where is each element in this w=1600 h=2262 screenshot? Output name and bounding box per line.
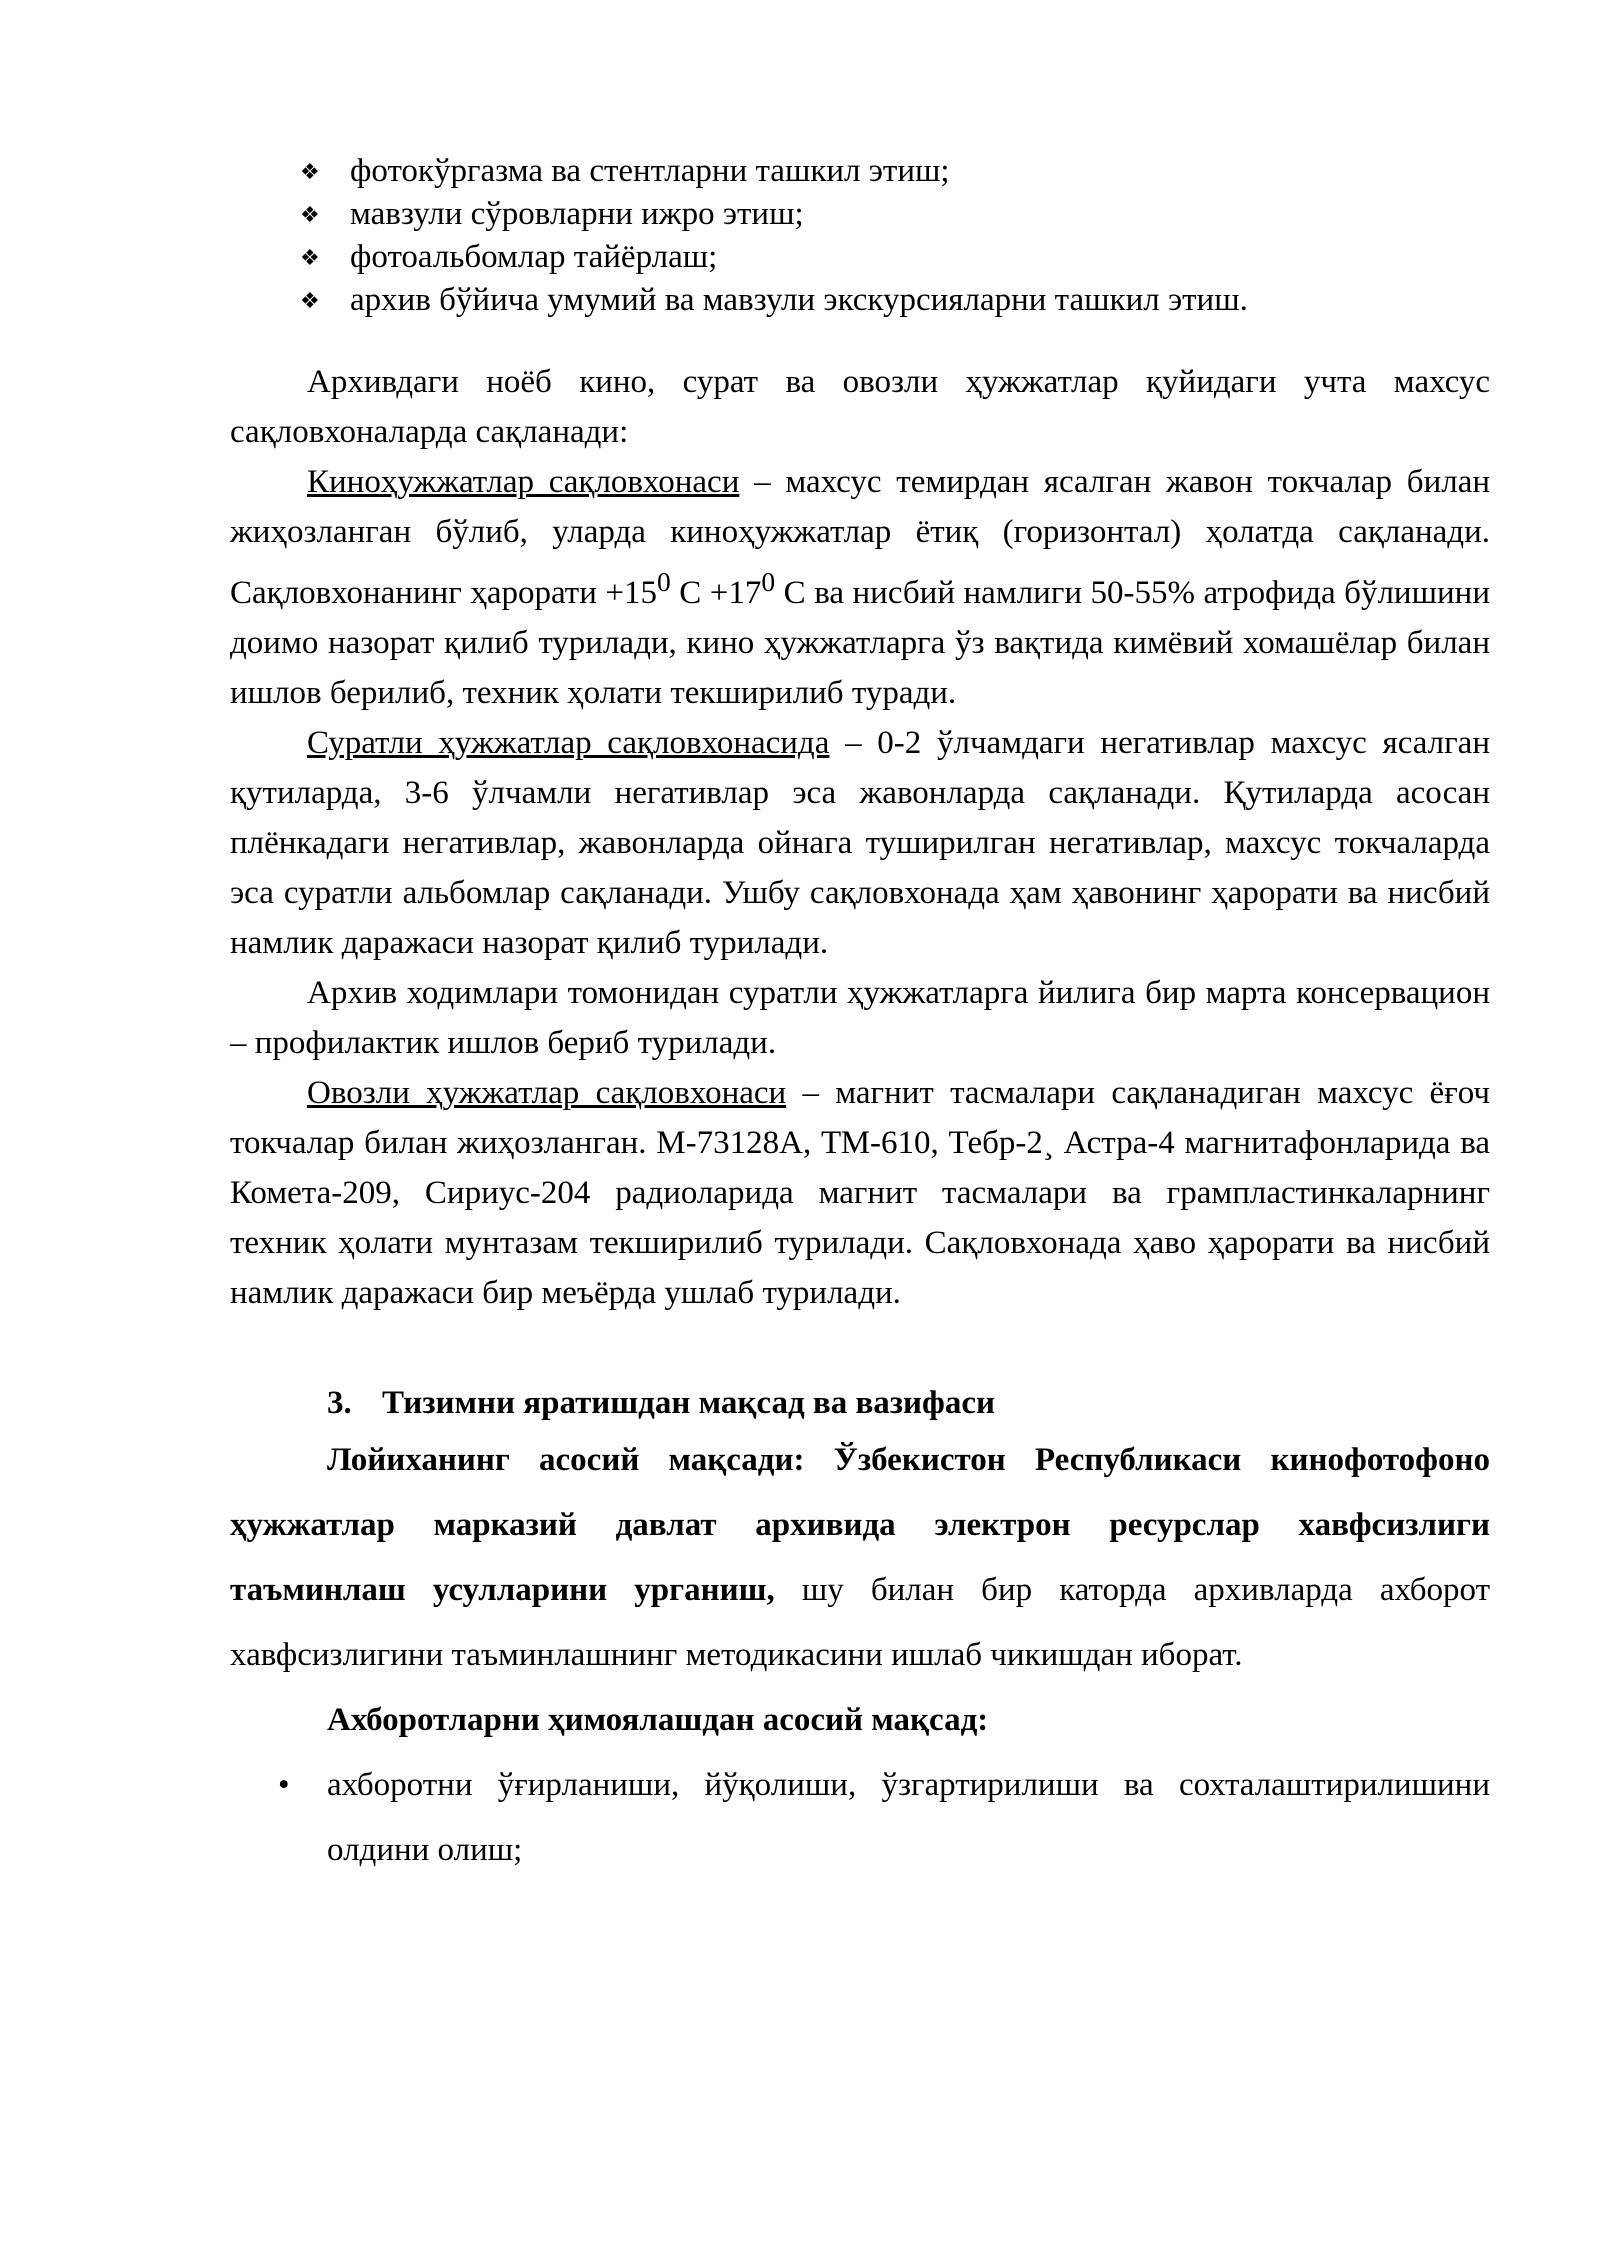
kino-storage-title: Киноҳужжатлар сақловхонаси <box>307 464 740 500</box>
diamond-bullet-icon: ❖ <box>300 202 320 227</box>
photo-storage-paragraph: Суратли ҳужжатлар сақловхонасида – 0-2 ўлчамдаги негативлар махсус ясалган қутиларда, 3-6 ўлчамли негативлар эса жавонларда сақланади. Қутиларда асосан плёнкадаги негативлар, жавонларда ойнага туширилган негативлар, махсус токчаларда эса суратли альбомлар сақланади. Ушбу сақловхонада ҳам ҳавонинг ҳарорати ва нисбий намлик даражаси назорат қилиб турилади. <box>230 725 1490 961</box>
list-item: ❖ мавзули сўровларни ижро этиш; <box>230 193 1490 236</box>
list-item: ❖ архив бўйича умумий ва мавзули экскурсияларни ташкил этиш. <box>230 279 1490 322</box>
section-number: 3. <box>327 1385 352 1421</box>
audio-storage-paragraph: Овозли ҳужжатлар сақловхонаси – магнит тасмалари сақланадиган махсус ёғоч токчалар билан жиҳозланган. М-73128А, ТМ-610, Тебр-2¸ Астра-4 магнитафонларида ва Комета-209, Сириус-204 радиоларида магнит тасмалари ва грампластинкаларнинг техник ҳолати мунтазам текширилиб турилади. Сақловхонада ҳаво ҳарорати ва нисбий намлик даражаси бир меъёрда ушлаб турилади. <box>230 1075 1490 1311</box>
kino-storage-paragraph: Киноҳужжатлар сақловхонаси – махсус темирдан ясалган жавон токчалар билан жиҳозланган бўлиб, уларда киноҳужжатлар ётиқ (горизонтал) ҳолатда сақланади. Сақловхонанинг ҳарорати $+15^0$ $С +17^0$ С ва нисбий намлиги 50-55% атрофида бўлишини доимо назорат қилиб турилади, кино ҳужжатларга ўз вақтида кимёвий хомашёлар билан ишлов берилиб, техник ҳолати текширилиб туради. <box>230 464 1491 711</box>
bullet-list-protection <box>230 1753 1490 1883</box>
list-item: ❖ фотоальбомлар тайёрлаш; <box>230 236 1490 279</box>
bullet-list-activities <box>230 150 1490 322</box>
photo-storage-title: Суратли ҳужжатлар сақловхонасида <box>307 725 830 761</box>
protection-subheading: Ахборотларни ҳимоялашдан асосий мақсад: <box>327 1702 989 1738</box>
section-title: Тизимни яратишдан мақсад ва вазифаси <box>382 1385 996 1421</box>
section-heading <box>230 1378 1490 1428</box>
intro-paragraph: Архивдаги ноёб кино, сурат ва овозли ҳужжатлар қуйидаги учта махсус сақловхоналарда сақланади: <box>230 364 1490 450</box>
list-item: • ахборотни ўғирланиши, йўқолиши, ўзгартирилиши ва сохталаштирилишини олдини олиш; <box>230 1753 1490 1883</box>
diamond-bullet-icon: ❖ <box>300 288 320 313</box>
audio-storage-title: Овозли ҳужжатлар сақловхонаси <box>307 1075 787 1111</box>
list-item: ❖ фотокўргазма ва стентларни ташкил этиш; <box>230 150 1490 193</box>
staff-paragraph: Архив ходимлари томонидан суратли ҳужжатларга йилига бир марта консервацион – профилактик ишлов бериб турилади. <box>230 975 1490 1061</box>
diamond-bullet-icon: ❖ <box>300 159 320 184</box>
dot-bullet-icon: • <box>278 1767 290 1803</box>
goal-bold-text: Лойиханинг асосий мақсади: Ўзбекистон Республикаси кинофотофоно ҳужжатлар марказий давлат архивида электрон ресурслар хавфсизлиги таъминлаш усулларини урганиш, <box>230 1442 1490 1608</box>
diamond-bullet-icon: ❖ <box>300 245 320 270</box>
document-body <box>230 150 1490 1883</box>
goal-paragraph: Лойиханинг асосий мақсади: Ўзбекистон Республикаси кинофотофоно ҳужжатлар марказий давлат архивида электрон ресурслар хавфсизлиги таъминлаш усулларини урганиш, шу билан бир каторда архивларда ахборот хавфсизлигини таъминлашнинг методикасини ишлаб чикишдан иборат. <box>230 1442 1490 1673</box>
